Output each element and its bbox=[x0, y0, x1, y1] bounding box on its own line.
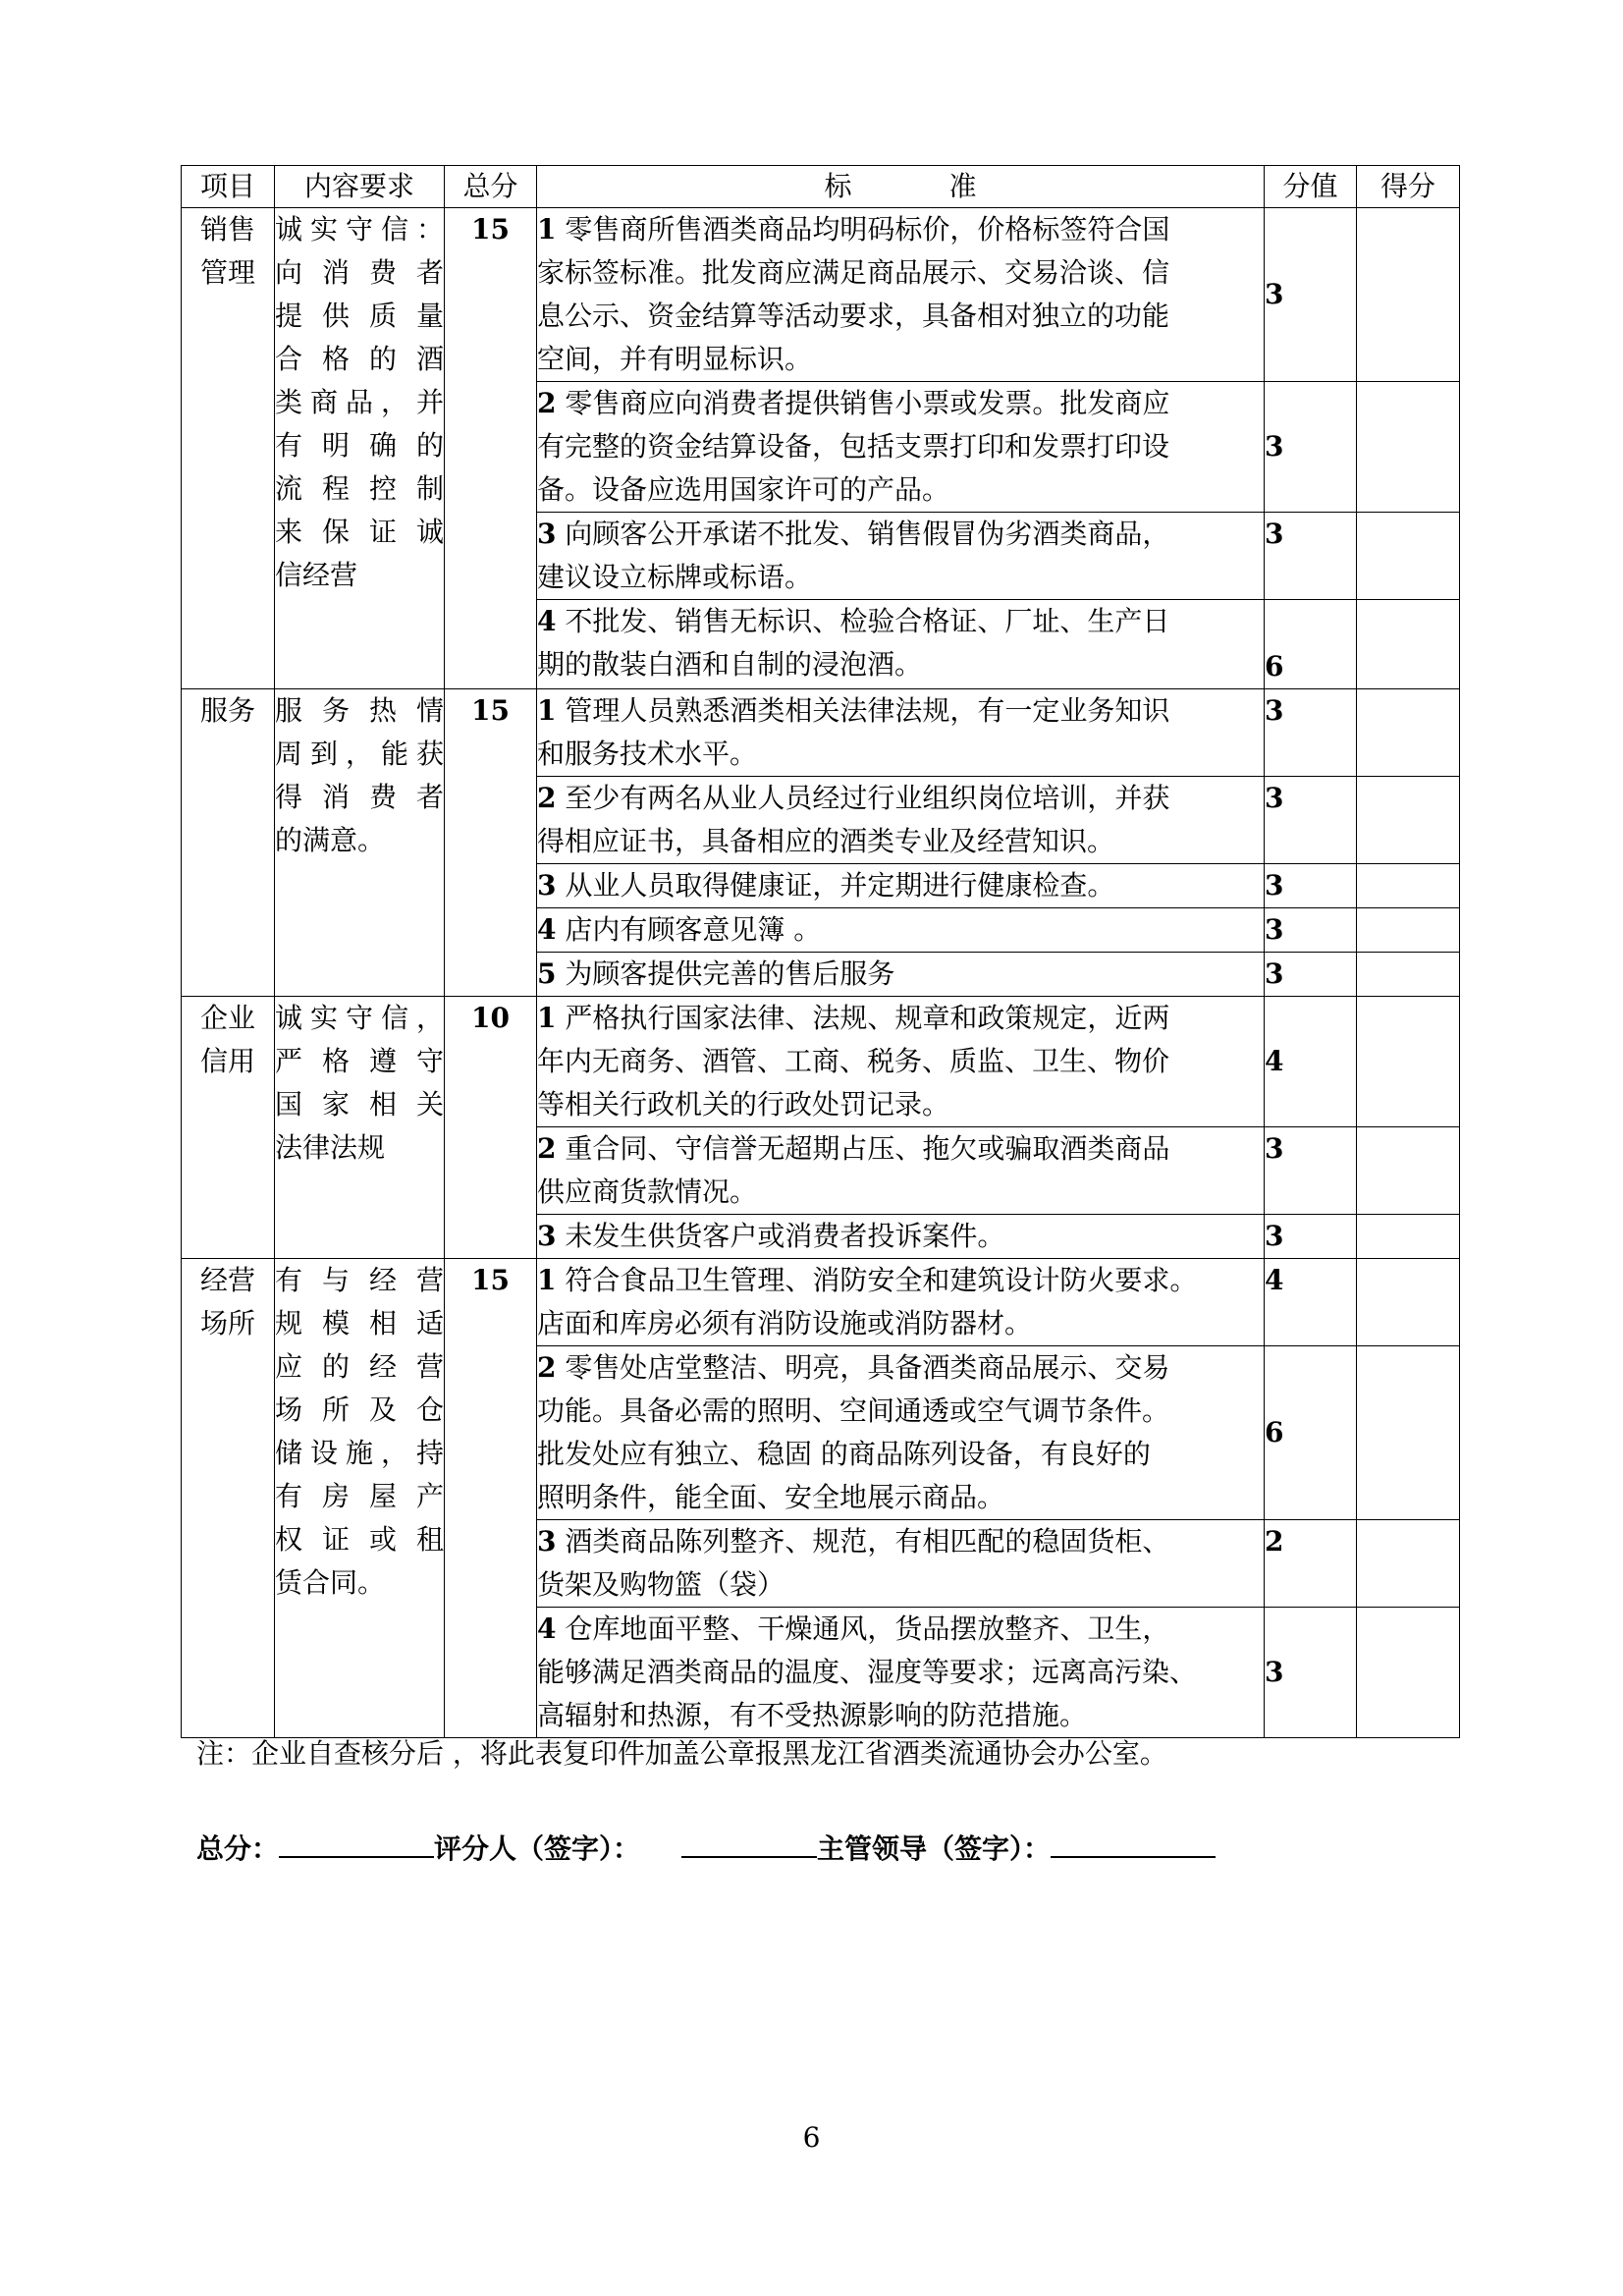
criterion-text: 货架及购物篮（袋） bbox=[537, 1568, 785, 1601]
requirement-text: 规模相适 bbox=[275, 1307, 444, 1339]
criterion-number: 1 bbox=[537, 213, 557, 246]
requirement-text: 提供质量 bbox=[275, 300, 444, 332]
criterion-line bbox=[537, 468, 1264, 512]
table-body bbox=[182, 208, 1460, 1738]
total-score-cell: 15 bbox=[445, 689, 537, 997]
requirement-text: 有明确的 bbox=[275, 429, 444, 462]
scoring-table bbox=[181, 165, 1460, 1738]
criterion-text: 零售商应向消费者提供销售小票或发票。批发商应 bbox=[565, 387, 1170, 419]
criterion-number: 2 bbox=[537, 387, 557, 419]
points-cell: 2 bbox=[1265, 1520, 1357, 1608]
requirement-text: 储设施，持 bbox=[275, 1437, 444, 1469]
criterion-text: 息公示、资金结算等活动要求，具备相对独立的功能 bbox=[537, 300, 1170, 332]
category-cell bbox=[182, 997, 275, 1259]
criterion-text: 建议设立标牌或标语。 bbox=[537, 561, 813, 593]
criterion-text: 供应商货款情况。 bbox=[537, 1175, 758, 1208]
points-cell: 6 bbox=[1265, 1346, 1357, 1520]
scorer-label: 评分人（签字）： bbox=[434, 1832, 641, 1865]
criterion-line bbox=[537, 556, 1264, 599]
criterion-text: 不批发、销售无标识、检验合格证、厂址、生产日 bbox=[565, 605, 1170, 637]
criterion-line bbox=[537, 295, 1264, 338]
points-cell: 3 bbox=[1265, 382, 1357, 513]
requirement-text: 类商品，并 bbox=[275, 386, 444, 418]
score-input-cell[interactable] bbox=[1357, 1215, 1460, 1259]
requirement-cell bbox=[275, 1259, 445, 1738]
criterion-line bbox=[537, 251, 1264, 295]
criterion-number: 4 bbox=[537, 1613, 557, 1645]
category-text: 服务 bbox=[199, 694, 255, 727]
requirement-text: 赁合同。 bbox=[275, 1566, 386, 1599]
criterion-cell bbox=[537, 953, 1265, 997]
header-total: 总分 bbox=[445, 166, 537, 208]
requirement-text: 应的经营 bbox=[275, 1350, 444, 1383]
criterion-number: 1 bbox=[537, 1002, 557, 1034]
criterion-text: 严格执行国家法律、法规、规章和政策规定，近两 bbox=[565, 1002, 1170, 1034]
requirement-text: 流程控制 bbox=[275, 472, 444, 505]
requirement-text: 来保证诚 bbox=[275, 516, 444, 548]
criterion-text: 管理人员熟悉酒类相关法律法规，有一定业务知识 bbox=[565, 694, 1170, 727]
criterion-cell bbox=[537, 864, 1265, 908]
points-cell: 3 bbox=[1265, 1608, 1357, 1738]
criterion-line bbox=[537, 600, 1264, 643]
category-text: 经营 bbox=[199, 1264, 255, 1296]
requirement-text: 场所及仓 bbox=[275, 1394, 444, 1426]
requirement-cell bbox=[275, 689, 445, 997]
criterion-cell bbox=[537, 1608, 1265, 1738]
header-score: 得分 bbox=[1357, 166, 1460, 208]
criterion-text: 重合同、守信誉无超期占压、拖欠或骗取酒类商品 bbox=[565, 1132, 1170, 1165]
criterion-text: 家标签标准。批发商应满足商品展示、交易洽谈、信 bbox=[537, 256, 1170, 289]
criterion-line bbox=[537, 208, 1264, 251]
points-cell: 4 bbox=[1265, 1259, 1357, 1346]
points-cell: 3 bbox=[1265, 864, 1357, 908]
table-row bbox=[182, 1259, 1460, 1346]
score-input-cell[interactable] bbox=[1357, 777, 1460, 864]
points-cell: 3 bbox=[1265, 908, 1357, 953]
criterion-cell bbox=[537, 689, 1265, 777]
criterion-text: 批发处应有独立、稳固 的商品陈列设备，有良好的 bbox=[537, 1438, 1151, 1470]
criterion-line bbox=[537, 1127, 1264, 1171]
points-cell: 4 bbox=[1265, 997, 1357, 1127]
criterion-text: 等相关行政机关的行政处罚记录。 bbox=[537, 1088, 950, 1121]
criterion-cell bbox=[537, 1215, 1265, 1259]
leader-label: 主管领导（签字）： bbox=[817, 1832, 1052, 1865]
criterion-text: 未发生供货客户或消费者投诉案件。 bbox=[565, 1220, 1005, 1252]
criterion-text: 期的散装白酒和自制的浸泡酒。 bbox=[537, 648, 923, 681]
criterion-line bbox=[537, 733, 1264, 776]
requirement-text: 合格的酒 bbox=[275, 343, 444, 375]
category-text: 销售 bbox=[199, 213, 255, 246]
criterion-line bbox=[537, 908, 1264, 952]
score-input-cell[interactable] bbox=[1357, 864, 1460, 908]
leader-signature-blank[interactable] bbox=[1051, 1827, 1216, 1858]
signature-line bbox=[196, 1827, 1216, 1871]
requirement-text: 法律法规 bbox=[275, 1131, 386, 1164]
criterion-line bbox=[537, 953, 1264, 996]
criterion-number: 2 bbox=[537, 1351, 557, 1384]
criterion-line bbox=[537, 1608, 1264, 1651]
score-input-cell[interactable] bbox=[1357, 953, 1460, 997]
header-points: 分值 bbox=[1265, 166, 1357, 208]
criterion-text: 符合食品卫生管理、消防安全和建筑设计防火要求。 bbox=[565, 1264, 1198, 1296]
points-cell: 3 bbox=[1265, 513, 1357, 600]
score-input-cell[interactable] bbox=[1357, 600, 1460, 689]
table-row bbox=[182, 208, 1460, 382]
requirement-text: 权证或租 bbox=[275, 1523, 444, 1556]
criterion-number: 4 bbox=[537, 605, 557, 637]
score-input-cell[interactable] bbox=[1357, 382, 1460, 513]
category-text: 管理 bbox=[199, 256, 255, 289]
criterion-line bbox=[537, 382, 1264, 425]
criterion-text: 零售商所售酒类商品均明码标价，价格标签符合国 bbox=[565, 213, 1170, 246]
points-cell: 3 bbox=[1265, 1127, 1357, 1215]
criterion-line bbox=[537, 338, 1264, 381]
score-input-cell[interactable] bbox=[1357, 1127, 1460, 1215]
criterion-text: 仓库地面平整、干燥通风，货品摆放整齐、卫生， bbox=[565, 1613, 1170, 1645]
score-input-cell[interactable] bbox=[1357, 1259, 1460, 1346]
category-text: 企业 bbox=[199, 1002, 255, 1034]
points-cell: 3 bbox=[1265, 208, 1357, 382]
criterion-line bbox=[537, 864, 1264, 907]
points-cell: 3 bbox=[1265, 777, 1357, 864]
criterion-text: 备。设备应选用国家许可的产品。 bbox=[537, 473, 950, 506]
category-text: 场所 bbox=[199, 1307, 255, 1339]
points-cell: 3 bbox=[1265, 1215, 1357, 1259]
requirement-text: 有房屋产 bbox=[275, 1480, 444, 1512]
total-score-cell: 10 bbox=[445, 997, 537, 1259]
criterion-line bbox=[537, 513, 1264, 556]
total-score-cell: 15 bbox=[445, 1259, 537, 1738]
criterion-line bbox=[537, 1040, 1264, 1083]
points-cell: 6 bbox=[1265, 600, 1357, 689]
criterion-cell bbox=[537, 208, 1265, 382]
total-score-label: 总分： bbox=[196, 1832, 280, 1865]
footnote: 注：企业自查核分后 ，将此表复印件加盖公章报黑龙江省酒类流通协会办公室。 bbox=[196, 1737, 1167, 1770]
criterion-text: 有完整的资金结算设备，包括支票打印和发票打印设 bbox=[537, 430, 1170, 463]
criterion-text: 向顾客公开承诺不批发、销售假冒伪劣酒类商品， bbox=[565, 518, 1170, 550]
criterion-number: 1 bbox=[537, 694, 557, 727]
requirement-text: 有与经营 bbox=[275, 1264, 444, 1296]
points-cell: 3 bbox=[1265, 689, 1357, 777]
criterion-text: 至少有两名从业人员经过行业组织岗位培训，并获 bbox=[565, 782, 1170, 814]
criterion-number: 1 bbox=[537, 1264, 557, 1296]
criterion-line bbox=[537, 1433, 1264, 1476]
criterion-text: 得相应证书，具备相应的酒类专业及经营知识。 bbox=[537, 825, 1115, 857]
criterion-line bbox=[537, 425, 1264, 468]
score-input-cell[interactable] bbox=[1357, 208, 1460, 382]
header-requirement: 内容要求 bbox=[275, 166, 445, 208]
criterion-text: 为顾客提供完善的售后服务 bbox=[565, 957, 895, 990]
criterion-text: 空间，并有明显标识。 bbox=[537, 343, 813, 375]
criterion-line bbox=[537, 1171, 1264, 1214]
criterion-line bbox=[537, 1694, 1264, 1737]
requirement-text: 诚实守信， bbox=[275, 1002, 444, 1034]
criterion-text: 和服务技术水平。 bbox=[537, 738, 758, 770]
criterion-number: 3 bbox=[537, 869, 557, 902]
category-cell bbox=[182, 689, 275, 997]
criterion-text: 功能。具备必需的照明、空间通透或空气调节条件。 bbox=[537, 1394, 1170, 1427]
criterion-text: 高辐射和热源，有不受热源影响的防范措施。 bbox=[537, 1699, 1088, 1731]
criterion-number: 3 bbox=[537, 1525, 557, 1558]
criterion-line bbox=[537, 1259, 1264, 1302]
criterion-line bbox=[537, 820, 1264, 863]
category-cell bbox=[182, 1259, 275, 1738]
criterion-line bbox=[537, 777, 1264, 820]
score-input-cell[interactable] bbox=[1357, 513, 1460, 600]
criterion-line bbox=[537, 1651, 1264, 1694]
requirement-text: 周到，能获 bbox=[275, 738, 444, 770]
score-input-cell[interactable] bbox=[1357, 997, 1460, 1127]
criterion-line bbox=[537, 1215, 1264, 1258]
requirement-text: 国家相关 bbox=[275, 1088, 444, 1121]
criterion-number: 2 bbox=[537, 1132, 557, 1165]
requirement-text: 向消费者 bbox=[275, 256, 444, 289]
criterion-line bbox=[537, 1302, 1264, 1345]
criterion-line bbox=[537, 1346, 1264, 1390]
header-standard-text: 标 准 bbox=[824, 170, 977, 202]
requirement-text: 的满意。 bbox=[275, 824, 386, 856]
criterion-cell bbox=[537, 1346, 1265, 1520]
criterion-line bbox=[537, 1520, 1264, 1563]
requirement-cell bbox=[275, 208, 445, 689]
criterion-line bbox=[537, 997, 1264, 1040]
criterion-line bbox=[537, 643, 1264, 686]
criterion-number: 3 bbox=[537, 1220, 557, 1252]
requirement-text: 严格遵守 bbox=[275, 1045, 444, 1077]
category-cell bbox=[182, 208, 275, 689]
criterion-cell bbox=[537, 908, 1265, 953]
total-score-blank[interactable] bbox=[279, 1827, 434, 1858]
score-input-cell[interactable] bbox=[1357, 689, 1460, 777]
requirement-text: 服务热情 bbox=[275, 694, 444, 727]
table-header-row bbox=[182, 166, 1460, 208]
criterion-cell bbox=[537, 1127, 1265, 1215]
criterion-text: 从业人员取得健康证，并定期进行健康检查。 bbox=[565, 869, 1115, 902]
score-input-cell[interactable] bbox=[1357, 1520, 1460, 1608]
scorer-signature-blank[interactable] bbox=[681, 1827, 817, 1858]
criterion-text: 年内无商务、酒管、工商、税务、质监、卫生、物价 bbox=[537, 1045, 1170, 1077]
criterion-cell bbox=[537, 1259, 1265, 1346]
criterion-number: 2 bbox=[537, 782, 557, 814]
criterion-text: 店面和库房必须有消防设施或消防器材。 bbox=[537, 1307, 1033, 1339]
score-input-cell[interactable] bbox=[1357, 1346, 1460, 1520]
criterion-text: 照明条件，能全面、安全地展示商品。 bbox=[537, 1481, 1005, 1513]
criterion-line bbox=[537, 1563, 1264, 1607]
criterion-line bbox=[537, 1476, 1264, 1519]
criterion-number: 5 bbox=[537, 957, 557, 990]
criterion-text: 酒类商品陈列整齐、规范，有相匹配的稳固货柜、 bbox=[565, 1525, 1170, 1558]
table-row bbox=[182, 997, 1460, 1127]
criterion-cell bbox=[537, 600, 1265, 689]
page-number: 6 bbox=[802, 2121, 821, 2154]
requirement-text: 诚实守信： bbox=[275, 213, 444, 246]
criterion-line bbox=[537, 689, 1264, 733]
points-cell: 3 bbox=[1265, 953, 1357, 997]
header-standard bbox=[537, 166, 1265, 208]
criterion-line bbox=[537, 1390, 1264, 1433]
requirement-text: 得消费者 bbox=[275, 781, 444, 813]
criterion-cell bbox=[537, 777, 1265, 864]
criterion-number: 3 bbox=[537, 518, 557, 550]
criterion-text: 店内有顾客意见簿 。 bbox=[565, 913, 822, 946]
criterion-number: 4 bbox=[537, 913, 557, 946]
criterion-cell bbox=[537, 997, 1265, 1127]
total-score-cell: 15 bbox=[445, 208, 537, 689]
criterion-line bbox=[537, 1083, 1264, 1126]
criterion-text: 能够满足酒类商品的温度、湿度等要求；远离高污染、 bbox=[537, 1656, 1198, 1688]
requirement-cell bbox=[275, 997, 445, 1259]
table-row bbox=[182, 689, 1460, 777]
header-item: 项目 bbox=[182, 166, 275, 208]
criterion-text: 零售处店堂整洁、明亮，具备酒类商品展示、交易 bbox=[565, 1351, 1170, 1384]
category-text: 信用 bbox=[199, 1045, 255, 1077]
score-input-cell[interactable] bbox=[1357, 908, 1460, 953]
score-input-cell[interactable] bbox=[1357, 1608, 1460, 1738]
criterion-cell bbox=[537, 513, 1265, 600]
requirement-text: 信经营 bbox=[275, 559, 358, 591]
criterion-cell bbox=[537, 1520, 1265, 1608]
criterion-cell bbox=[537, 382, 1265, 513]
